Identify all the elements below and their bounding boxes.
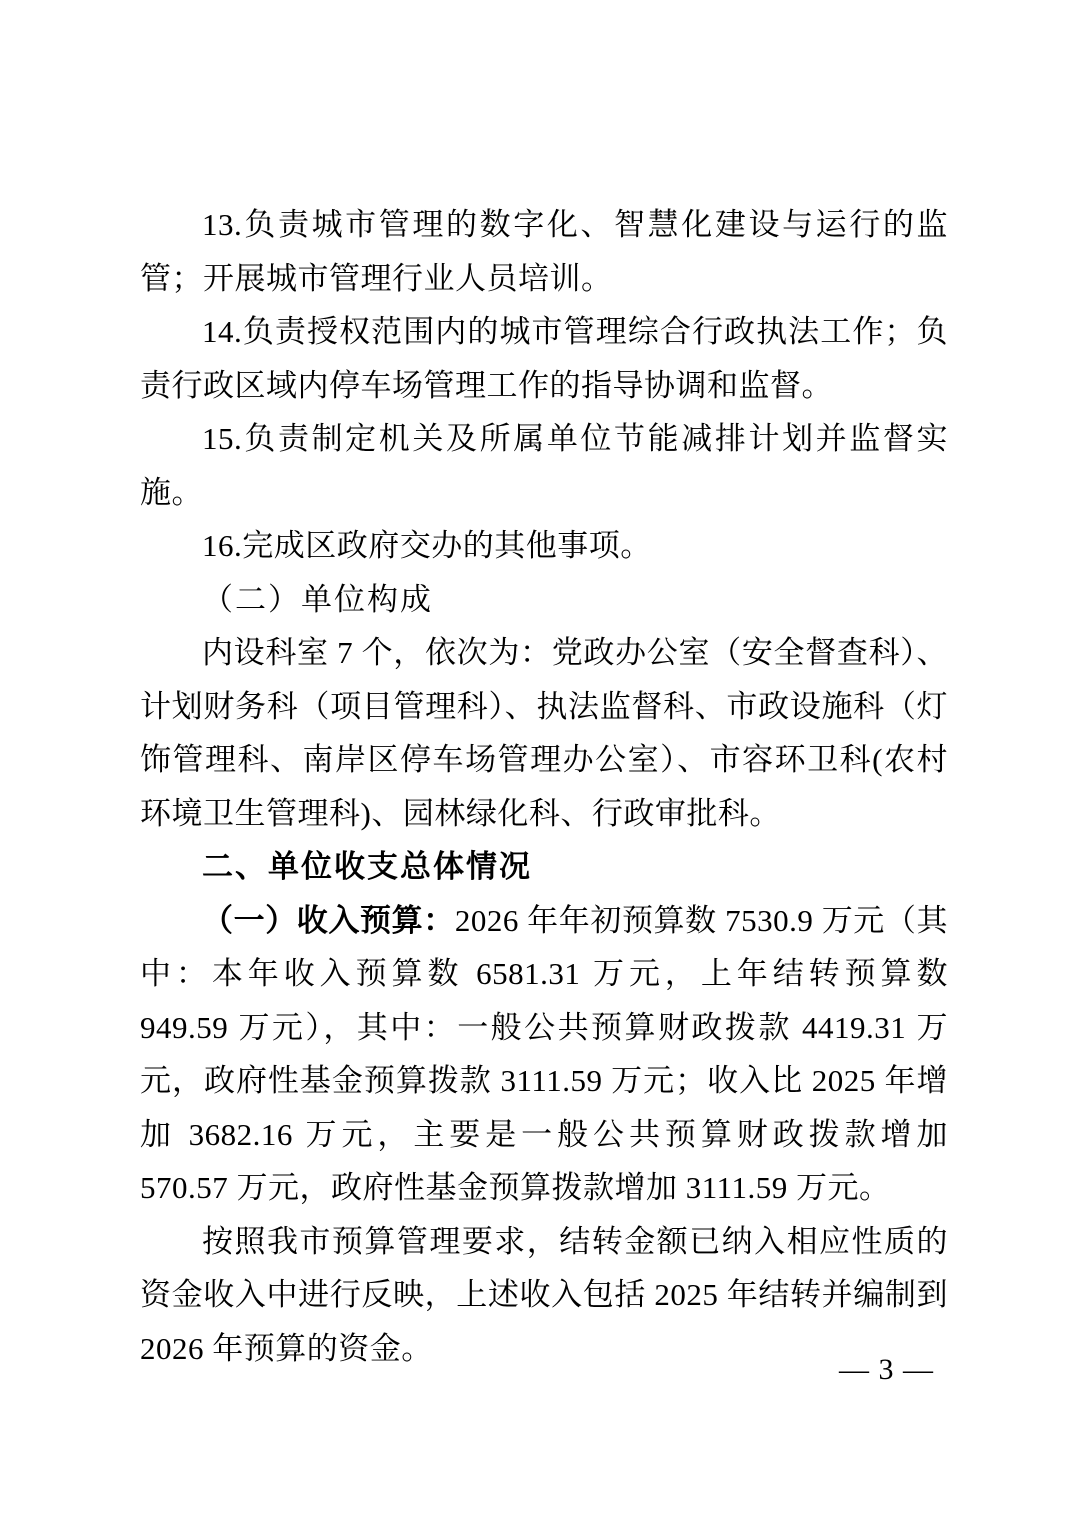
paragraph-duty-13: 13.负责城市管理的数字化、智慧化建设与运行的监管；开展城市管理行业人员培训。 [140, 207, 948, 296]
document-body [140, 198, 948, 1375]
income-budget-lead-label: （一）收入预算： [202, 902, 455, 938]
paragraph-income-budget [140, 894, 948, 1215]
subheading-unit-composition: （二）单位构成 [202, 581, 433, 617]
section-heading-budget-overview: 二、单位收支总体情况 [202, 849, 532, 884]
paragraph-duty-14: 14.负责授权范围内的城市管理综合行政执法工作；负责行政区域内停车场管理工作的指导协调和监督。 [140, 314, 948, 403]
page-footer [839, 1350, 934, 1390]
paragraph-carryover-note: 按照我市预算管理要求，结转金额已纳入相应性质的资金收入中进行反映，上述收入包括 2025 年结转并编制到 2026 年预算的资金。 [140, 1223, 948, 1366]
paragraph-duty-16: 16.完成区政府交办的其他事项。 [202, 528, 652, 563]
income-budget-text: 2026 年年初预算数 7530.9 万元（其中：本年收入预算数 6581.31 万元，上年结转预算数 949.59 万元），其中：一般公共预算财政拨款 4419.31 万元，政府性基金预算拨款 3111.59 万元；收入比 2025 年增加 3682.16 万元，主要是一般公共预算财政拨款增加 570.57 万元，政府性基金预算拨款增加 3111.59 万元。 [140, 902, 949, 1205]
paragraph-unit-composition: 内设科室 7 个，依次为：党政办公室（安全督查科）、计划财务科（项目管理科）、执法监督科、市政设施科（灯饰管理科、南岸区停车场管理办公室）、市容环卫科(农村环境卫生管理科)、园林绿化科、行政审批科。 [140, 635, 948, 831]
paragraph-duty-15: 15.负责制定机关及所属单位节能减排计划并监督实施。 [140, 421, 948, 510]
page-number: — 3 — [839, 1353, 934, 1386]
